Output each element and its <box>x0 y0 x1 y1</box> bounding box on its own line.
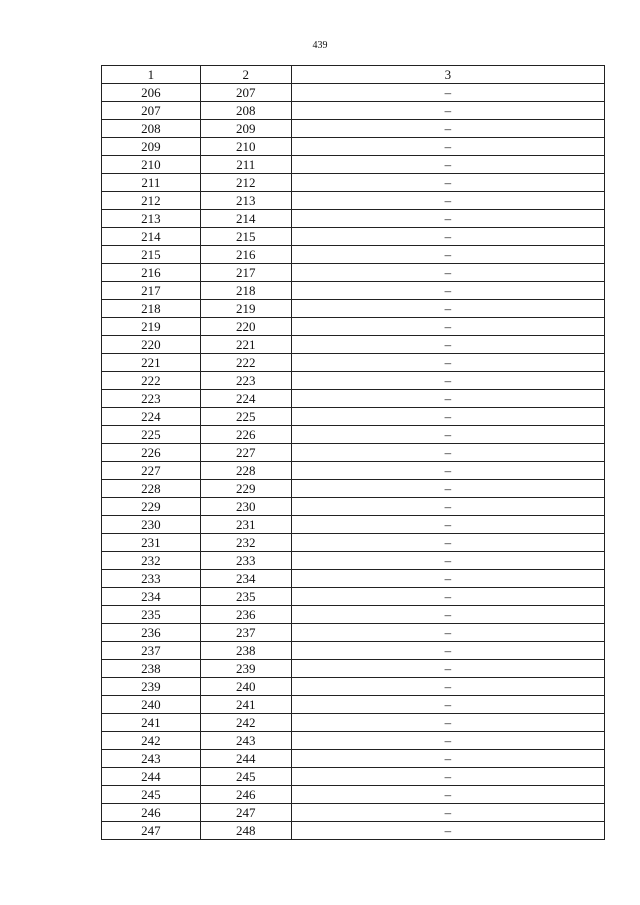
table-cell-col-2: 220 <box>200 318 291 336</box>
table-cell-col-3: – <box>291 462 604 480</box>
table-row <box>102 804 605 822</box>
table-cell-col-3: – <box>291 192 604 210</box>
table-cell-col-2: 212 <box>200 174 291 192</box>
table-row <box>102 678 605 696</box>
table-cell-col-3: – <box>291 156 604 174</box>
table-cell-col-3: – <box>291 372 604 390</box>
table-row <box>102 822 605 840</box>
table-cell-col-2: 227 <box>200 444 291 462</box>
table-row <box>102 390 605 408</box>
table-cell-col-3: – <box>291 102 604 120</box>
table-cell-col-1: 245 <box>102 786 201 804</box>
table-cell-col-2: 216 <box>200 246 291 264</box>
table-cell-col-3: – <box>291 804 604 822</box>
table-cell-col-2: 225 <box>200 408 291 426</box>
table-row <box>102 732 605 750</box>
table-header-row <box>102 66 605 84</box>
table-cell-col-2: 210 <box>200 138 291 156</box>
table-row <box>102 282 605 300</box>
table-cell-col-1: 227 <box>102 462 201 480</box>
table-cell-col-2: 237 <box>200 624 291 642</box>
table-cell-col-3: – <box>291 408 604 426</box>
table-cell-col-2: 217 <box>200 264 291 282</box>
table-cell-col-1: 208 <box>102 120 201 138</box>
table-cell-col-2: 221 <box>200 336 291 354</box>
table-cell-col-3: – <box>291 264 604 282</box>
table-cell-col-1: 207 <box>102 102 201 120</box>
table-cell-col-2: 209 <box>200 120 291 138</box>
table-cell-col-1: 241 <box>102 714 201 732</box>
table-cell-col-2: 232 <box>200 534 291 552</box>
table-cell-col-1: 246 <box>102 804 201 822</box>
table-cell-col-2: 223 <box>200 372 291 390</box>
table-cell-col-3: – <box>291 120 604 138</box>
table-row <box>102 336 605 354</box>
table-cell-col-2: 218 <box>200 282 291 300</box>
table-cell-col-2: 228 <box>200 462 291 480</box>
table-cell-col-2: 219 <box>200 300 291 318</box>
table-cell-col-2: 214 <box>200 210 291 228</box>
table-cell-col-3: – <box>291 480 604 498</box>
table-row <box>102 516 605 534</box>
table-row <box>102 552 605 570</box>
table-cell-col-3: – <box>291 696 604 714</box>
table-cell-col-3: – <box>291 390 604 408</box>
table-row <box>102 570 605 588</box>
table-cell-col-1: 226 <box>102 444 201 462</box>
table-cell-col-3: – <box>291 498 604 516</box>
table-cell-col-1: 220 <box>102 336 201 354</box>
table-cell-col-1: 242 <box>102 732 201 750</box>
table-row <box>102 534 605 552</box>
table-cell-col-1: 210 <box>102 156 201 174</box>
table-cell-col-1: 233 <box>102 570 201 588</box>
table-cell-col-3: – <box>291 138 604 156</box>
table-row <box>102 354 605 372</box>
table-cell-col-3: – <box>291 516 604 534</box>
table-cell-col-1: 222 <box>102 372 201 390</box>
table-cell-col-3: – <box>291 768 604 786</box>
table-cell-col-3: – <box>291 588 604 606</box>
table-row <box>102 102 605 120</box>
table-cell-col-1: 216 <box>102 264 201 282</box>
table-cell-col-3: – <box>291 318 604 336</box>
table-cell-col-2: 215 <box>200 228 291 246</box>
table-row <box>102 192 605 210</box>
table-cell-col-3: – <box>291 624 604 642</box>
table-cell-col-1: 236 <box>102 624 201 642</box>
table-cell-col-2: 231 <box>200 516 291 534</box>
table-cell-col-3: – <box>291 336 604 354</box>
table-row <box>102 138 605 156</box>
column-header-2: 2 <box>200 66 291 84</box>
table-row <box>102 444 605 462</box>
table-cell-col-2: 240 <box>200 678 291 696</box>
table-cell-col-1: 243 <box>102 750 201 768</box>
table-cell-col-2: 241 <box>200 696 291 714</box>
table-row <box>102 264 605 282</box>
table-cell-col-1: 244 <box>102 768 201 786</box>
table-cell-col-1: 224 <box>102 408 201 426</box>
table-row <box>102 426 605 444</box>
table-row <box>102 714 605 732</box>
table-cell-col-3: – <box>291 642 604 660</box>
table-cell-col-1: 217 <box>102 282 201 300</box>
table-cell-col-3: – <box>291 678 604 696</box>
table-row <box>102 300 605 318</box>
table-cell-col-1: 232 <box>102 552 201 570</box>
table-cell-col-1: 237 <box>102 642 201 660</box>
table-row <box>102 228 605 246</box>
table-cell-col-3: – <box>291 714 604 732</box>
table-row <box>102 588 605 606</box>
table-cell-col-1: 238 <box>102 660 201 678</box>
table-row <box>102 624 605 642</box>
table-cell-col-1: 235 <box>102 606 201 624</box>
table-row <box>102 642 605 660</box>
table-row <box>102 174 605 192</box>
table-cell-col-1: 214 <box>102 228 201 246</box>
table-cell-col-3: – <box>291 552 604 570</box>
table-row <box>102 156 605 174</box>
table-cell-col-2: 245 <box>200 768 291 786</box>
table-cell-col-2: 239 <box>200 660 291 678</box>
table-cell-col-3: – <box>291 606 604 624</box>
table-row <box>102 696 605 714</box>
table-cell-col-3: – <box>291 660 604 678</box>
table-cell-col-1: 206 <box>102 84 201 102</box>
table-cell-col-1: 231 <box>102 534 201 552</box>
table-cell-col-3: – <box>291 300 604 318</box>
table-row <box>102 84 605 102</box>
table-cell-col-3: – <box>291 426 604 444</box>
table-cell-col-3: – <box>291 732 604 750</box>
table-row <box>102 372 605 390</box>
table-cell-col-1: 228 <box>102 480 201 498</box>
table-body <box>102 84 605 840</box>
table-cell-col-3: – <box>291 354 604 372</box>
table-row <box>102 660 605 678</box>
table-row <box>102 210 605 228</box>
table-cell-col-1: 223 <box>102 390 201 408</box>
page-number: 439 <box>312 40 328 51</box>
table-cell-col-3: – <box>291 750 604 768</box>
data-table <box>101 65 605 840</box>
table-cell-col-1: 211 <box>102 174 201 192</box>
table-cell-col-3: – <box>291 282 604 300</box>
table-row <box>102 120 605 138</box>
table-cell-col-3: – <box>291 786 604 804</box>
table-cell-col-2: 224 <box>200 390 291 408</box>
table-row <box>102 246 605 264</box>
table-cell-col-2: 226 <box>200 426 291 444</box>
table-cell-col-1: 225 <box>102 426 201 444</box>
table-row <box>102 498 605 516</box>
table-cell-col-1: 212 <box>102 192 201 210</box>
table-cell-col-1: 234 <box>102 588 201 606</box>
table-cell-col-2: 208 <box>200 102 291 120</box>
table-cell-col-2: 229 <box>200 480 291 498</box>
table-cell-col-2: 235 <box>200 588 291 606</box>
table-cell-col-1: 239 <box>102 678 201 696</box>
table-cell-col-2: 233 <box>200 552 291 570</box>
table-cell-col-1: 229 <box>102 498 201 516</box>
column-header-1: 1 <box>102 66 201 84</box>
table-cell-col-2: 244 <box>200 750 291 768</box>
table-cell-col-3: – <box>291 84 604 102</box>
table-row <box>102 786 605 804</box>
table-cell-col-3: – <box>291 534 604 552</box>
table-cell-col-3: – <box>291 174 604 192</box>
column-header-3: 3 <box>291 66 604 84</box>
table-cell-col-1: 240 <box>102 696 201 714</box>
table-cell-col-2: 230 <box>200 498 291 516</box>
table-row <box>102 462 605 480</box>
table-row <box>102 750 605 768</box>
table-cell-col-2: 222 <box>200 354 291 372</box>
table-row <box>102 408 605 426</box>
table-cell-col-2: 211 <box>200 156 291 174</box>
table-row <box>102 318 605 336</box>
table-cell-col-2: 207 <box>200 84 291 102</box>
table-cell-col-1: 219 <box>102 318 201 336</box>
table-cell-col-2: 242 <box>200 714 291 732</box>
table-cell-col-2: 234 <box>200 570 291 588</box>
table-cell-col-1: 221 <box>102 354 201 372</box>
table-cell-col-2: 246 <box>200 786 291 804</box>
table-cell-col-1: 209 <box>102 138 201 156</box>
table-cell-col-1: 247 <box>102 822 201 840</box>
table-cell-col-2: 248 <box>200 822 291 840</box>
table-cell-col-3: – <box>291 210 604 228</box>
table-row <box>102 606 605 624</box>
table-cell-col-1: 213 <box>102 210 201 228</box>
table-cell-col-3: – <box>291 228 604 246</box>
table-cell-col-1: 230 <box>102 516 201 534</box>
table-cell-col-1: 218 <box>102 300 201 318</box>
table-cell-col-2: 213 <box>200 192 291 210</box>
table-cell-col-2: 247 <box>200 804 291 822</box>
table-cell-col-1: 215 <box>102 246 201 264</box>
table-cell-col-2: 236 <box>200 606 291 624</box>
table-cell-col-3: – <box>291 444 604 462</box>
table-cell-col-3: – <box>291 246 604 264</box>
table-cell-col-3: – <box>291 822 604 840</box>
table-row <box>102 480 605 498</box>
table-cell-col-2: 238 <box>200 642 291 660</box>
table-row <box>102 768 605 786</box>
table-cell-col-2: 243 <box>200 732 291 750</box>
table-cell-col-3: – <box>291 570 604 588</box>
